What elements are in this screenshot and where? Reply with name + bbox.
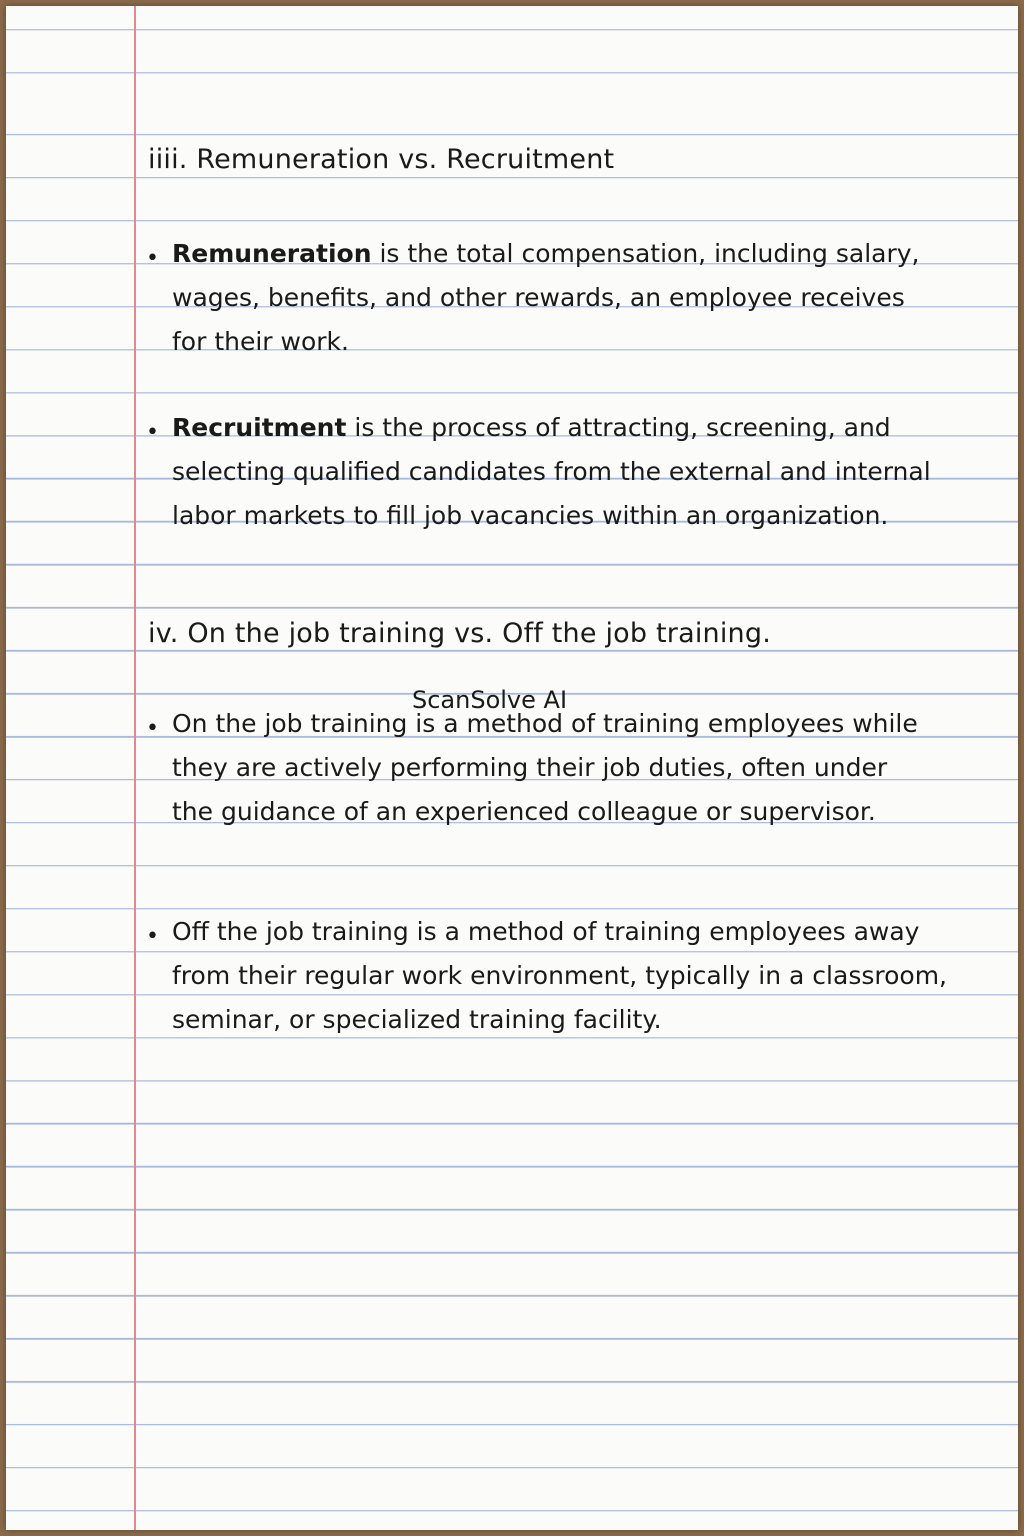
bullet-line-text: is the process of attracting, screening, and — [346, 413, 891, 442]
bullet-text — [172, 910, 947, 1042]
bullet-line-text: is the total compensation, including salary, — [371, 239, 920, 268]
bullet-dot-icon: • — [146, 716, 159, 741]
bullet-line: for their work. — [172, 327, 349, 356]
bullet-line: from their regular work environment, typically in a classroom, — [172, 961, 947, 990]
bullet-dot-icon: • — [146, 246, 159, 271]
bullet-line: labor markets to fill job vacancies within an organization. — [172, 501, 889, 530]
bullet-line — [172, 406, 931, 450]
section-heading-remuneration-recruitment: iiii. Remuneration vs. Recruitment — [148, 144, 615, 175]
bullet-line: seminar, or specialized training facility. — [172, 1005, 662, 1034]
bullet-line: Off the job training is a method of training employees away — [172, 917, 920, 946]
bullet-line — [172, 232, 920, 276]
page-content — [6, 6, 1018, 1530]
bullet-line: On the job training is a method of training employees while — [172, 709, 918, 738]
bullet-line: selecting qualified candidates from the external and internal — [172, 457, 931, 486]
bullet-line: they are actively performing their job duties, often under — [172, 753, 888, 782]
bullet-line: wages, benefits, and other rewards, an employee receives — [172, 283, 905, 312]
bullet-dot-icon: • — [146, 924, 159, 949]
term-recruitment: Recruitment — [172, 413, 347, 442]
bullet-dot-icon: • — [146, 420, 159, 445]
term-remuneration: Remuneration — [172, 239, 372, 268]
bullet-line: the guidance of an experienced colleague or supervisor. — [172, 797, 876, 826]
bullet-text — [172, 406, 931, 538]
notebook-page — [6, 6, 1018, 1530]
section-heading-job-training: iv. On the job training vs. Off the job training. — [148, 618, 771, 649]
footer-brand: ScanSolve AI — [412, 686, 568, 714]
bullet-text — [172, 232, 920, 364]
bullet-text — [172, 702, 918, 834]
